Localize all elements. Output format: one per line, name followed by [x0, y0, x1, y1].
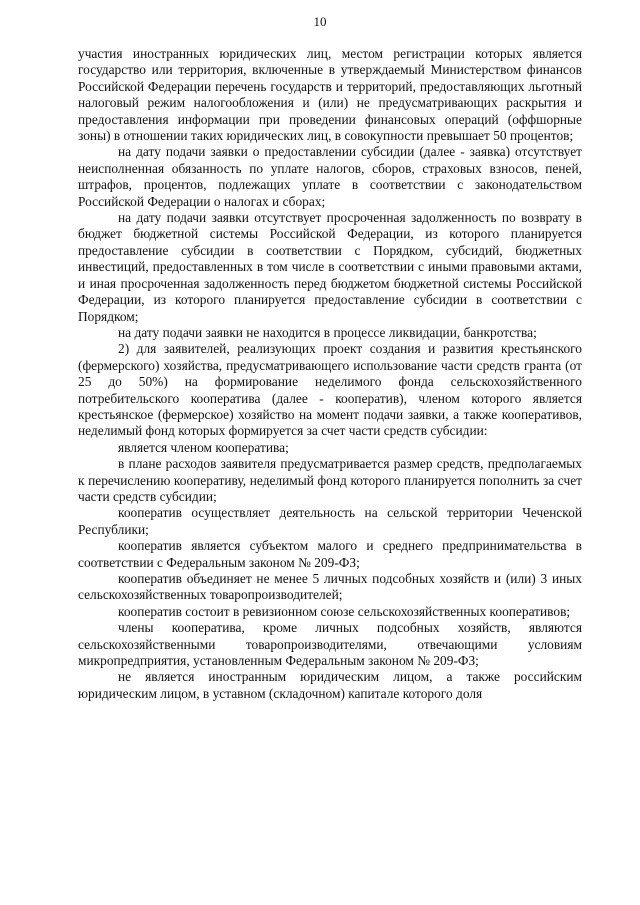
paragraph: кооператив состоит в ревизионном союзе сельскохозяйственных кооперативов;	[118, 603, 571, 619]
paragraph: в плане расходов заявителя предусматривается размер средств, предполагаемых к перечислению кооперативу, неделимый фонд которого планируется пополнить за счет части средств субсидии;	[78, 456, 582, 504]
paragraph: кооператив является субъектом малого и среднего предпринимательства в соответствии с Федеральным законом № 209-ФЗ;	[78, 538, 582, 570]
page-number: 10	[313, 14, 327, 29]
document-body	[78, 46, 582, 702]
paragraph: является членом кооператива;	[118, 439, 289, 455]
paragraph: на дату подачи заявки не находится в процессе ликвидации, банкротства;	[118, 324, 537, 340]
paragraph: участия иностранных юридических лиц, местом регистрации которых является государство или территория, включенные в утверждаемый Министерством финансов Российской Федерации перечень государств и территорий, предоставляющих льготный налоговый режим налогообложения и (или) не предусматривающих раскрытия и предоставления информации при проведении финансовых операций (оффшорные зоны) в отношении таких юридических лиц, в совокупности превышает 50 процентов;	[78, 46, 582, 144]
paragraph: 2) для заявителей, реализующих проект создания и развития крестьянского (фермерского) хозяйства, предусматривающего использование части средств гранта (от 25 до 50%) на формирование неделимого фонда сельскохозяйственного потребительского кооператива (далее - кооператив), членом которого является крестьянское (фермерское) хозяйство на момент подачи заявки, а также кооперативов, неделимый фонд которых формируется за счет части средств субсидии:	[78, 341, 582, 439]
paragraph: кооператив объединяет не менее 5 личных подсобных хозяйств и (или) 3 иных сельскохозяйственных товаропроизводителей;	[78, 571, 582, 603]
paragraph: кооператив осуществляет деятельность на сельской территории Чеченской Республики;	[78, 505, 582, 537]
paragraph: на дату подачи заявки о предоставлении субсидии (далее - заявка) отсутствует неисполненная обязанность по уплате налогов, сборов, страховых взносов, пеней, штрафов, процентов, подлежащих уплате в соответствии с законодательством Российской Федерации о налогах и сборах;	[78, 144, 582, 209]
paragraph: не является иностранным юридическим лицом, а также российским юридическим лицом, в уставном (складочном) капитале которого доля	[78, 669, 582, 701]
paragraph: члены кооператива, кроме личных подсобных хозяйств, являются сельскохозяйственными товаропроизводителями, отвечающими условиям микропредприятия, установленным Федеральным законом № 209-ФЗ;	[78, 620, 582, 669]
paragraph: на дату подачи заявки отсутствует просроченная задолженность по возврату в бюджет бюджетной системы Российской Федерации, из которого планируется предоставление субсидии в соответствии с Порядком, субсидий, бюджетных инвестиций, предоставленных в том числе в соответствии с иными правовыми актами, и иная просроченная задолженность перед бюджетом бюджетной системы Российской Федерации, из которого планируется предоставление субсидии в соответствии с Порядком;	[78, 210, 582, 324]
